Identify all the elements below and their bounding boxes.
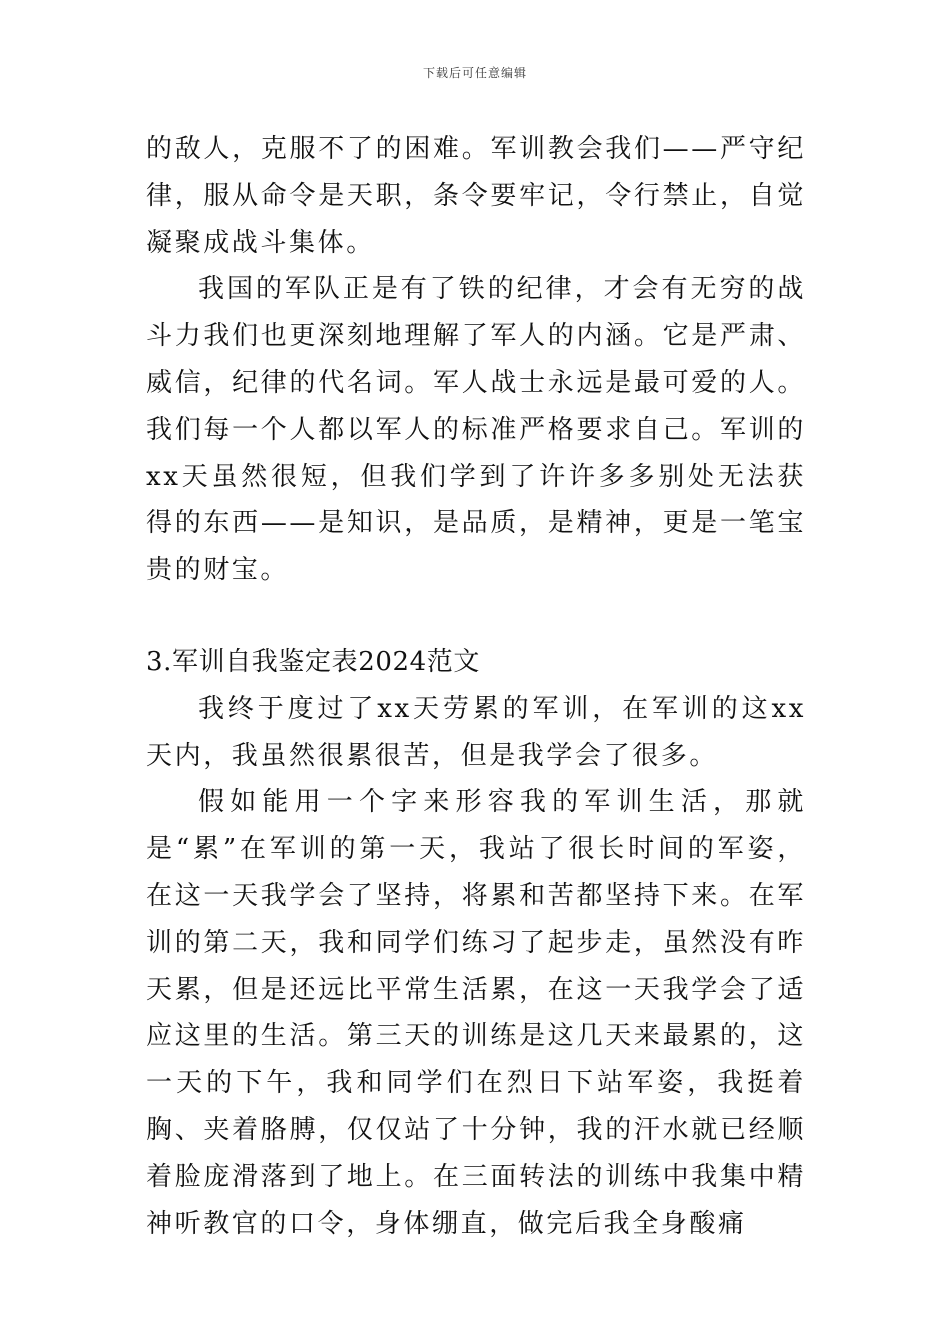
section-heading: 3.军训自我鉴定表2024范文: [146, 646, 480, 677]
paragraph-4: 假如能用一个字来形容我的军训生活，那就是“累”在军训的第一天，我站了很长时间的军姿，在这一天我学会了坚持，将累和苦都坚持下来。在军训的第二天，我和同学们练习了起步走，虽然没有昨天累，但是还远比平常生活累，在这一天我学会了适应这里的生活。第三天的训练是这几天来最累的，这一天的下午，我和同学们在烈日下站军姿，我挺着胸、夹着胳膊，仅仅站了十分钟，我的汗水就已经顺着脸庞滑落到了地上。在三面转法的训练中我集中精神听教官的口令，身体绷直，做完后我全身酸痛: [146, 787, 806, 1239]
section-gap: [146, 594, 806, 639]
paragraph-1: 的敌人，克服不了的困难。军训教会我们——严守纪律，服从命令是天职，条令要牢记，令行禁止，自觉凝聚成战斗集体。: [146, 134, 806, 258]
document-body: [146, 126, 806, 1247]
header-note: 下载后可任意编辑: [422, 66, 527, 80]
paragraph-3: 我终于度过了xx天劳累的军训，在军训的这xx天内，我虽然很累很苦，但是我学会了很多。: [146, 693, 806, 771]
paragraph-2: 我国的军队正是有了铁的纪律，才会有无穷的战斗力我们也更深刻地理解了军人的内涵。它是严肃、威信，纪律的代名词。军人战士永远是最可爱的人。我们每一个人都以军人的标准严格要求自己。军训的xx天虽然很短，但我们学到了许许多多别处无法获得的东西——是知识，是品质，是精神，更是一笔宝贵的财宝。: [146, 274, 806, 586]
